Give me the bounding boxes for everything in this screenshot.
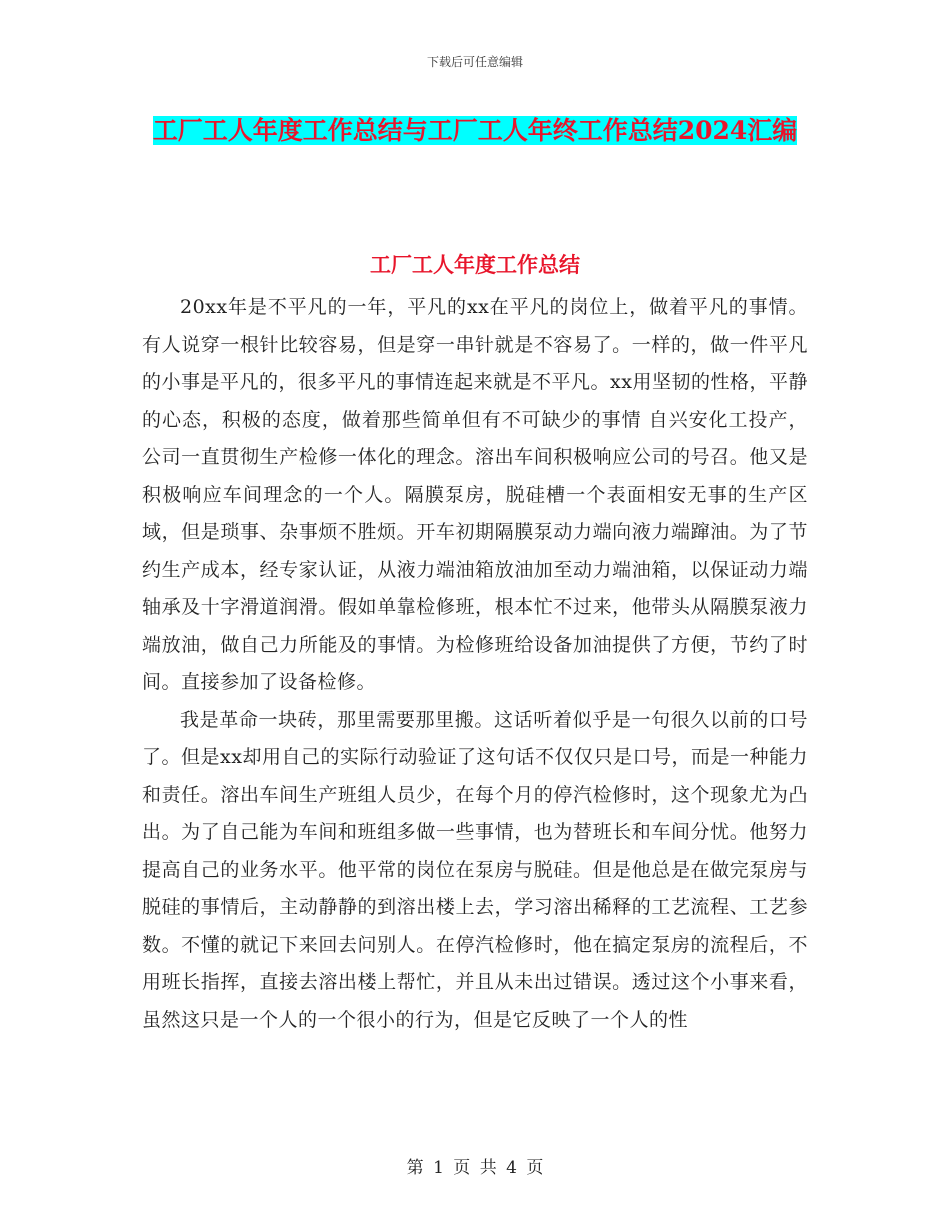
page-header-note: 下载后可任意编辑: [426, 55, 523, 69]
page-number-footer: 第 1 页 共 4 页: [406, 1158, 544, 1178]
section-title: 工厂工人年度工作总结: [370, 252, 580, 277]
document-title-text: 工厂工人年度工作总结与工厂工人年终工作总结2024汇编: [152, 116, 798, 145]
body-paragraph-2: 我是革命一块砖，那里需要那里搬。这话听着似乎是一句很久以前的口号了。但是xx却用自己的实际行动验证了这句话不仅仅只是口号，而是一种能力和责任。溶出车间生产班组人员少，在每个月的停汽检修时，这个现象尤为凸出。为了自己能为车间和班组多做一些事情，也为替班长和车间分忧。他努力提高自己的业务水平。他平常的岗位在泵房与脱硅。但是他总是在做完泵房与脱硅的事情后，主动静静的到溶出楼上去，学习溶出稀释的工艺流程、工艺参数。不懂的就记下来回去问别人。在停汽检修时，他在搞定泵房的流程后，不用班长指挥，直接去溶出楼上帮忙，并且从未出过错误。透过这个小事来看，虽然这只是一个人的一个很小的行为，但是它反映了一个人的性: [142, 708, 808, 1031]
document-body: [142, 289, 808, 1039]
document-title: [140, 110, 810, 152]
body-paragraph-1: 20xx年是不平凡的一年，平凡的xx在平凡的岗位上，做着平凡的事情。有人说穿一根针比较容易，但是穿一串针就是不容易了。一样的，做一件平凡的小事是平凡的，很多平凡的事情连起来就是不平凡。xx用坚韧的性格，平静的心态，积极的态度，做着那些简单但有不可缺少的事情 自兴安化工投产，公司一直贯彻生产检修一体化的理念。溶出车间积极响应公司的号召。他又是积极响应车间理念的一个人。隔膜泵房，脱硅槽一个表面相安无事的生产区域，但是琐事、杂事烦不胜烦。开车初期隔膜泵动力端向液力端蹿油。为了节约生产成本，经专家认证，从液力端油箱放油加至动力端油箱，以保证动力端轴承及十字滑道润滑。假如单靠检修班，根本忙不过来，他带头从隔膜泵液力端放油，做自己力所能及的事情。为检修班给设备加油提供了方便，节约了时间。直接参加了设备检修。: [142, 296, 808, 693]
